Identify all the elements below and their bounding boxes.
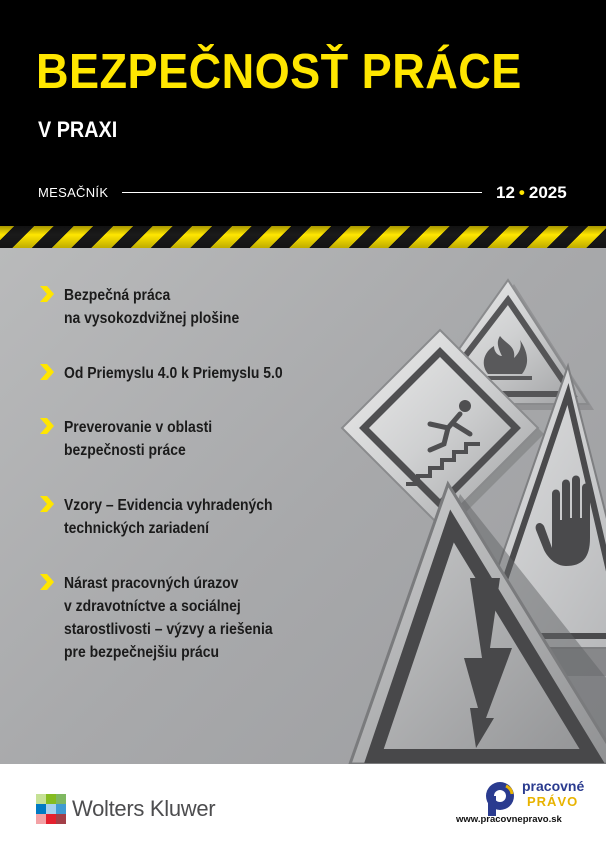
article-title: Bezpečná práca na vysokozdvižnej plošine <box>64 287 240 327</box>
article-item-5[interactable] <box>38 572 328 664</box>
article-item-2[interactable] <box>38 362 328 385</box>
article-item-4[interactable] <box>38 494 328 540</box>
article-item-1[interactable] <box>38 284 328 330</box>
frequency-label: MESAČNÍK <box>38 185 109 200</box>
chevron-right-icon <box>38 362 56 382</box>
partner-word1: pracovné <box>522 778 585 794</box>
chevron-right-icon <box>38 572 56 592</box>
header-divider <box>122 192 482 193</box>
article-item-3[interactable] <box>38 416 328 462</box>
magazine-title: BEZPEČNOSŤ PRÁCE <box>36 45 522 99</box>
cover-body <box>0 248 606 764</box>
publisher-name: Wolters Kluwer <box>72 796 216 821</box>
wolters-kluwer-logo-icon <box>36 794 66 824</box>
publisher-logo[interactable] <box>36 794 215 824</box>
chevron-right-icon <box>38 284 56 304</box>
issue-info <box>496 184 567 201</box>
article-title: Vzory – Evidencia vyhradených technických zariadení <box>64 497 273 537</box>
issue-year: 2025 <box>528 183 567 202</box>
magazine-subtitle: V PRAXI <box>38 117 118 142</box>
chevron-right-icon <box>38 494 56 514</box>
issue-separator: • <box>518 183 525 202</box>
cover-header <box>0 0 606 226</box>
article-title: Nárast pracovných úrazov v zdravotníctve a sociálnej starostlivosti – výzvy a riešenia pre bezpečnejšiu prácu <box>64 575 273 661</box>
hazard-stripe-shade <box>0 226 606 248</box>
article-title: Od Priemyslu 4.0 k Priemyslu 5.0 <box>64 365 283 382</box>
chevron-right-icon <box>38 416 56 436</box>
partner-url-link[interactable]: www.pracovnepravo.sk <box>456 814 562 825</box>
partner-word2: PRÁVO <box>527 794 579 809</box>
article-title: Preverovanie v oblasti bezpečnosti práce <box>64 419 213 459</box>
issue-number: 12 <box>496 183 515 202</box>
